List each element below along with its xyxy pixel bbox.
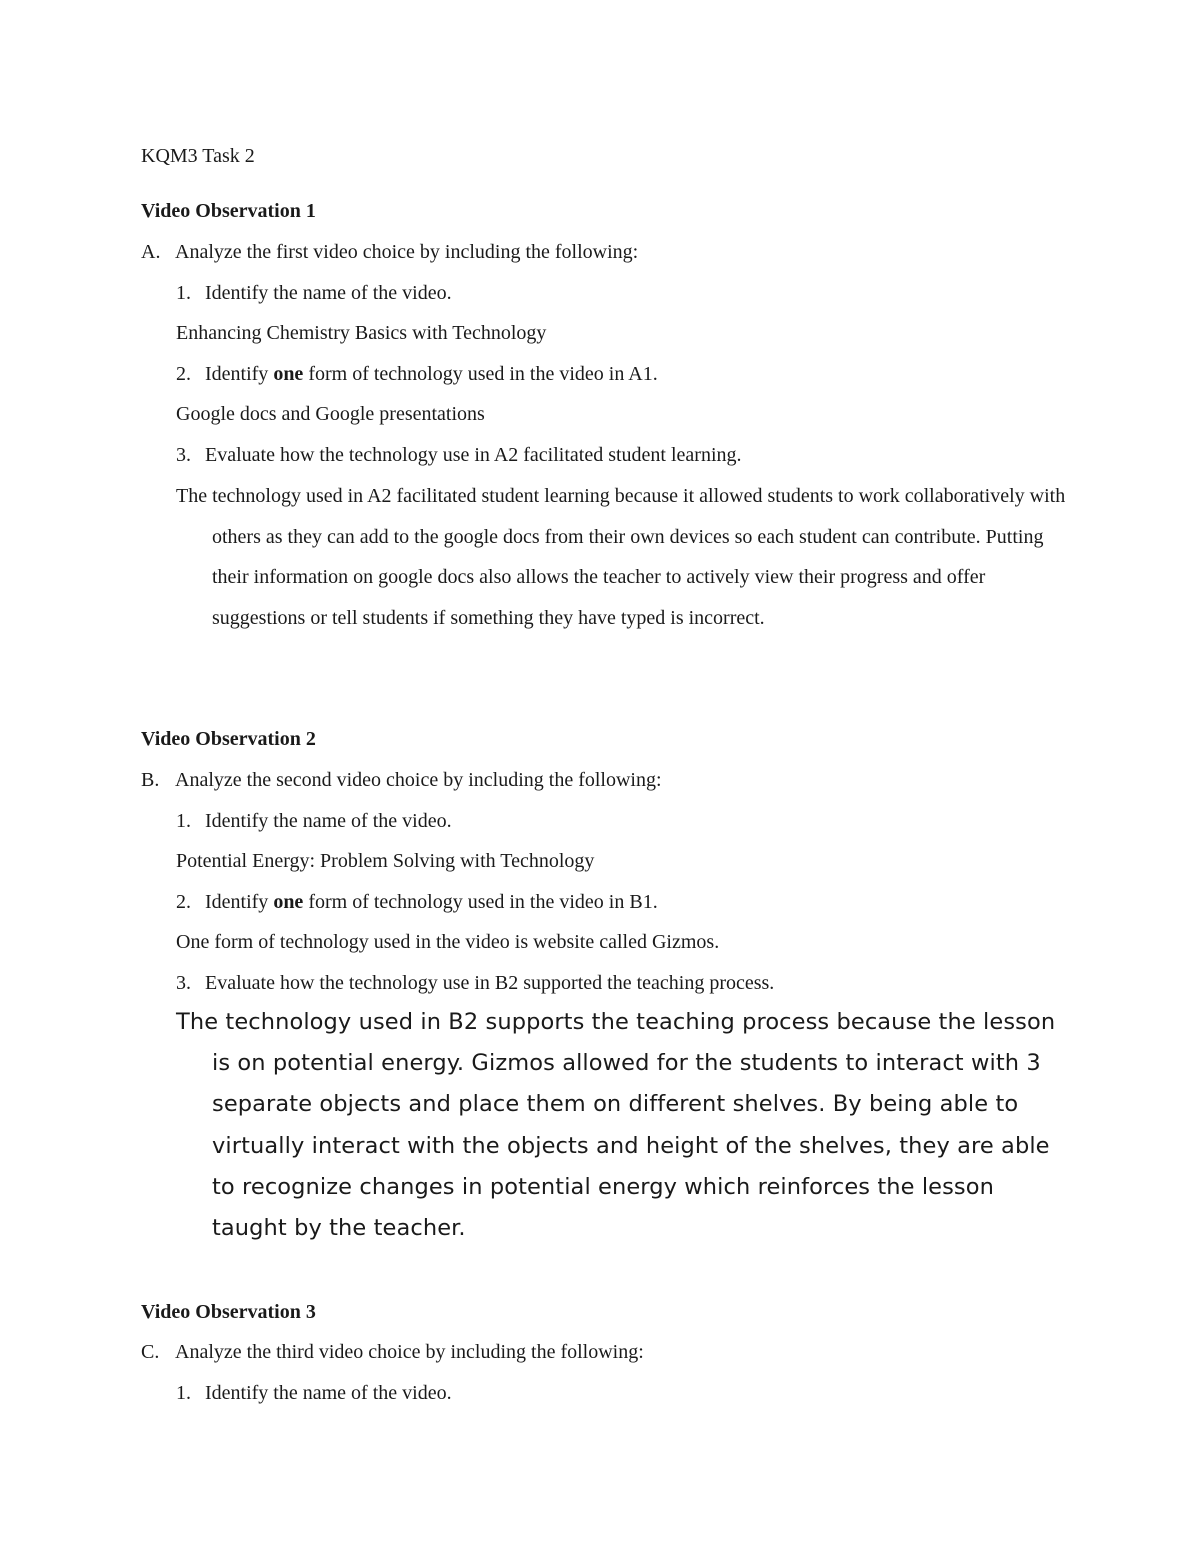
question-number: 3. <box>176 444 191 466</box>
section-3-marker: C. <box>141 1341 160 1363</box>
section-2-question-3 <box>176 963 774 1003</box>
question-text: Identify the name of the video. <box>205 282 452 304</box>
section-1-answer-1: Enhancing Chemistry Basics with Technology <box>176 322 547 344</box>
section-1-marker: A. <box>141 241 161 263</box>
document-title: KQM3 Task 2 <box>141 145 255 167</box>
section-2-marker: B. <box>141 769 160 791</box>
question-number: 1. <box>176 810 191 832</box>
section-2-prompt <box>141 760 662 800</box>
question-text: Evaluate how the technology use in B2 supported the teaching process. <box>205 972 775 994</box>
section-1-answer-3: The technology used in A2 facilitated student learning because it allowed students to work collaboratively with others as they can add to the google docs from their own devices so each student can contribute. Putting their information on google docs also allows the teacher to actively view their progress and offer suggestions or tell students if something they have typed is incorrect. <box>176 485 1066 630</box>
section-3-question-1 <box>176 1373 452 1413</box>
question-text: Identify the name of the video. <box>205 1382 452 1404</box>
question-text-pre: Identify <box>205 891 274 913</box>
section-2-answer-1: Potential Energy: Problem Solving with Technology <box>176 850 595 872</box>
section-3-prompt <box>141 1332 644 1372</box>
question-text-pre: Identify <box>205 363 274 385</box>
section-1-heading: Video Observation 1 <box>141 200 316 222</box>
question-text-post: form of technology used in the video in B1. <box>303 891 658 913</box>
question-number: 2. <box>176 891 191 913</box>
question-text-post: form of technology used in the video in A1. <box>303 363 658 385</box>
question-number: 2. <box>176 363 191 385</box>
section-1-question-2 <box>176 354 658 394</box>
section-1-prompt <box>141 232 638 272</box>
section-3-heading: Video Observation 3 <box>141 1301 316 1323</box>
section-3-prompt-text: Analyze the third video choice by including the following: <box>175 1341 644 1363</box>
section-1-question-1 <box>176 273 452 313</box>
section-2-prompt-text: Analyze the second video choice by including the following: <box>175 769 662 791</box>
question-number: 1. <box>176 1382 191 1404</box>
section-2-question-2 <box>176 882 658 922</box>
section-2-heading: Video Observation 2 <box>141 728 316 750</box>
section-2-question-1 <box>176 801 452 841</box>
question-text: Evaluate how the technology use in A2 facilitated student learning. <box>205 444 742 466</box>
question-number: 1. <box>176 282 191 304</box>
section-1-prompt-text: Analyze the first video choice by including the following: <box>175 241 639 263</box>
section-2-answer-2: One form of technology used in the video is website called Gizmos. <box>176 931 720 953</box>
section-1-question-3 <box>176 435 742 475</box>
question-text-emphasis: one <box>273 363 304 385</box>
question-number: 3. <box>176 972 191 994</box>
section-2-answer-3: The technology used in B2 supports the teaching process because the lesson is on potential energy. Gizmos allowed for the students to interact with 3 separate objects and place them on different shelves. By being able to virtually interact with the objects and height of the shelves, they are able to recognize changes in potential energy which reinforces the lesson taught by the teacher. <box>176 1009 1056 1242</box>
section-1-answer-2: Google docs and Google presentations <box>176 403 485 425</box>
question-text-emphasis: one <box>273 891 304 913</box>
question-text: Identify the name of the video. <box>205 810 452 832</box>
